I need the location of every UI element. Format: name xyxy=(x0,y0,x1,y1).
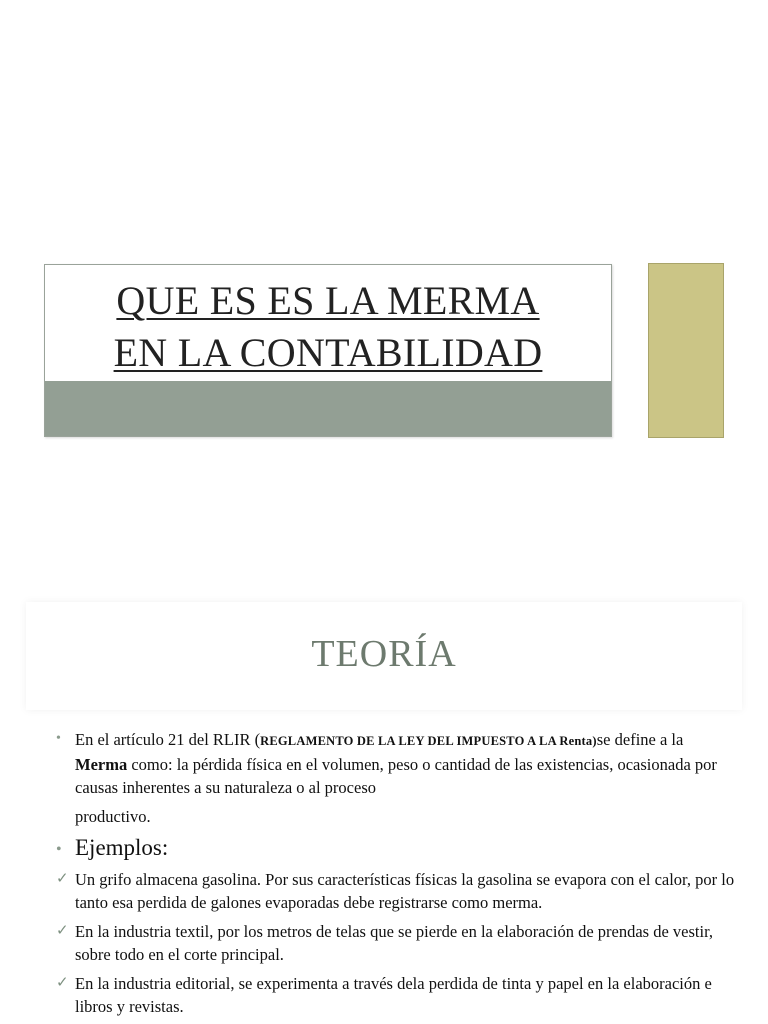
example-item xyxy=(56,972,736,1018)
title-line-1: QUE ES ES LA MERMA xyxy=(116,278,540,323)
intro-paragraph xyxy=(56,728,736,828)
example-item xyxy=(56,920,736,966)
title-band xyxy=(45,381,611,436)
examples-heading xyxy=(56,834,736,862)
section-header xyxy=(26,602,742,710)
intro-part4: productivo. xyxy=(75,807,151,826)
intro-regulation-name: REGLAMENTO DE LA LEY DEL IMPUESTO A LA Renta) xyxy=(260,734,597,748)
body-content xyxy=(56,728,736,1024)
slide-title xyxy=(45,275,611,379)
intro-part1: En el artículo 21 del RLIR ( xyxy=(75,730,261,749)
example-text: En la industria textil, por los metros de telas que se pierde en la elaboración de prendas de vestir, sobre todo en el corte principal. xyxy=(75,922,714,964)
title-box xyxy=(44,264,612,437)
intro-part3: como: la pérdida física en el volumen, peso o cantidad de las existencias, ocasionada por causas inherentes a su naturaleza o al proceso xyxy=(75,755,717,797)
example-item xyxy=(56,868,736,914)
accent-block xyxy=(648,263,724,438)
checkmark-icon: ✓ xyxy=(56,975,69,991)
checkmark-icon: ✓ xyxy=(56,871,69,887)
section-heading: TEORÍA xyxy=(311,633,457,675)
bullet-icon: • xyxy=(56,731,61,746)
intro-part2: se define a la xyxy=(596,730,684,749)
intro-bold-term: Merma xyxy=(75,755,128,774)
example-text: Un grifo almacena gasolina. Por sus características físicas la gasolina se evapora con el calor, por lo tanto esa perdida de galones evaporadas debe registrarse como merma. xyxy=(75,870,735,912)
examples-label: Ejemplos: xyxy=(75,835,169,860)
checkmark-icon: ✓ xyxy=(56,923,69,939)
bullet-icon: • xyxy=(56,841,62,858)
title-line-2: EN LA CONTABILIDAD xyxy=(113,330,543,375)
example-text: En la industria editorial, se experimenta a través dela perdida de tinta y papel en la elaboración e libros y revistas. xyxy=(75,974,712,1016)
